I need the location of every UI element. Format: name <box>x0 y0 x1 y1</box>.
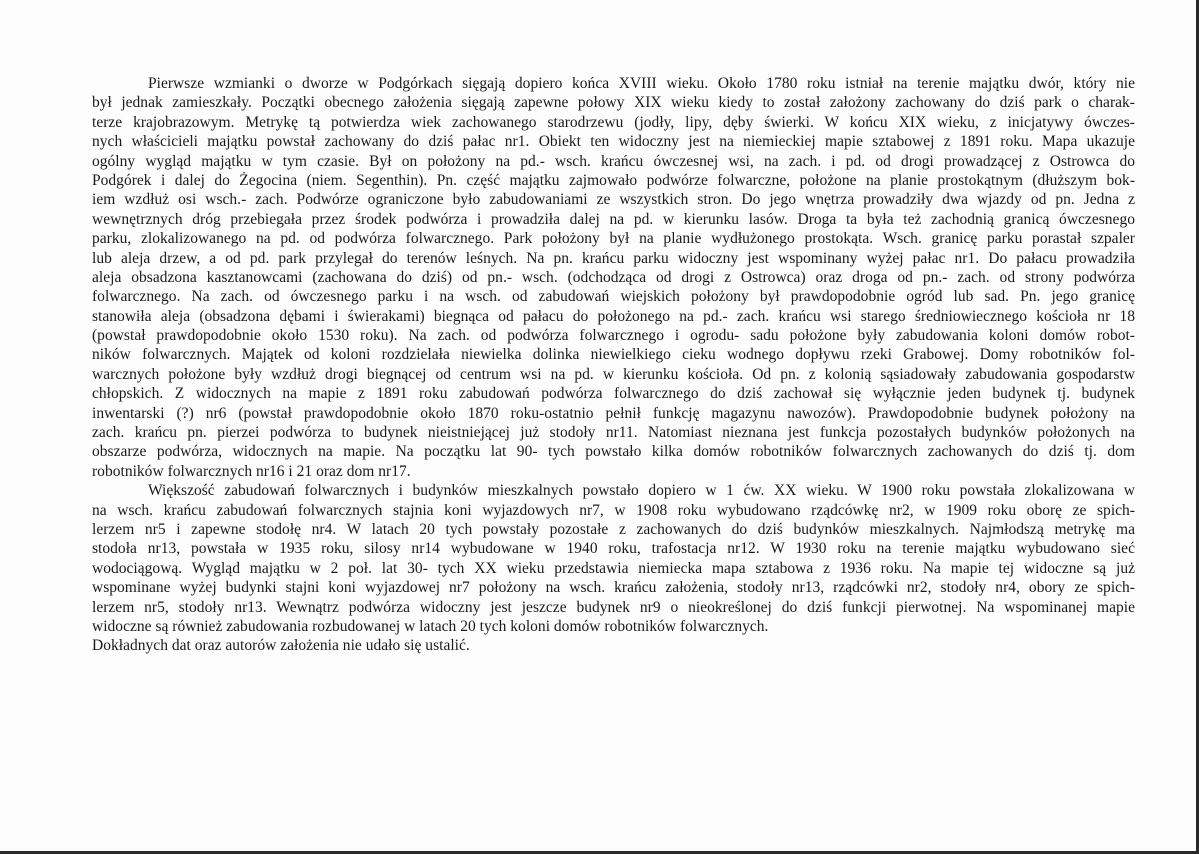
text-line: inwentarski (?) nr6 (powstał prawdopodobnie około 1870 roku-ostatnio pełnił funkcję magazynu nawozów). Prawdopodobnie budynek położony na <box>92 404 1135 422</box>
text-line: Podgórek i dalej do Żegocina (niem. Segenthin). Pn. część majątku zajmowało podwórze folwarczne, położone na planie prostokątnym (dłuższym bok- <box>92 171 1135 189</box>
text-line: obszarze podwórza, widocznych na mapie. Na początku lat 90- tych powstało kilka domów robotników folwarcznych zachowanych do dziś tj. dom <box>92 443 1135 461</box>
text-line: robotników folwarcznych nr16 i 21 oraz dom nr17. <box>92 462 411 480</box>
text-line: na wsch. krańcu zabudowań folwarcznych stajnia koni wyjazdowych nr7, w 1908 roku wybudowano rządcówkę nr2, w 1909 roku oborę ze spich- <box>92 501 1135 519</box>
text-line: wspominane wyżej budynki stajni koni wyjazdowej nr7 położony na wsch. krańcu założenia, stodoły nr13, rządcówki nr2, stodoły nr4, obory ze spich- <box>92 579 1135 597</box>
text-line: warcznych położone były wzdłuż drogi biegnącej od centrum wsi na pd. w kierunku kościoła. Od pn. z kolonią sąsiadowały zabudowania gospodarstw <box>92 365 1135 383</box>
text-line: ogólny wygląd majątku w tym czasie. Był on położony na pd.- wsch. krańcu ówczesnej wsi, na zach. i pd. od drogi prowadzącej z Ostrowca do <box>92 152 1135 170</box>
text-line: lerzem nr5 i zapewne stodołę nr4. W latach 20 tych powstały pozostałe z zachowanych do dziś budynków mieszkalnych. Najmłodszą metrykę ma <box>92 520 1135 538</box>
text-line: wodociągową. Wygląd majątku w 2 poł. lat 30- tych XX wieku przedstawia niemiecka mapa sztabowa z 1936 roku. Na mapie tej widoczne są już <box>92 559 1135 577</box>
text-line: wewnętrznych dróg przebiegała przez środek podwórza i prowadziła dalej na pd. w kierunku lasów. Droga ta była też zachodnią granicą ówczesnego <box>92 210 1135 228</box>
text-line: Pierwsze wzmianki o dworze w Podgórkach sięgają dopiero końca XVIII wieku. Około 1780 roku istniał na terenie majątku dwór, który nie <box>148 75 1135 92</box>
text-line: chłopskich. Z widocznych na mapie z 1891 roku zabudowań podwórza folwarcznego do dziś zachował się wyłącznie jeden budynek tj. budynek <box>92 385 1135 403</box>
text-line: (powstał prawdopodobnie około 1530 roku). Na zach. od podwórza folwarcznego i ogrodu- sadu położone były zabudowania koloni domów robot- <box>92 327 1135 345</box>
text-line: lub aleja drzew, a od pd. park przylegał do terenów leśnych. Na pn. krańcu parku widoczny jest wspominany wyżej pałac nr1. Do pałacu prowadziła <box>92 249 1135 267</box>
text-line: iem wzdłuż osi wsch.- zach. Podwórze ograniczone było zabudowaniami ze wszystkich stron. Do jego wnętrza prowadziły dwa wjazdy od pn. Jedna z <box>92 191 1135 209</box>
text-line: stanowiła aleja (obsadzona dębami i świerakami) biegnąca od pałacu do położonego na pd.- zach. krańcu wsi starego średniowiecznego kościoła nr 18 <box>92 307 1135 325</box>
text-line: folwarcznego. Na zach. od ówczesnego parku i na wsch. od zabudowań wiejskich położony był prawdopodobnie ogród lub sad. Pn. jego granicę <box>92 288 1135 306</box>
text-line: zach. krańcu pn. pierzei podwórza to budynek nieistniejącej już stodoły nr11. Natomiast nieznana jest funkcja pozostałych budynków położonych na <box>92 424 1135 442</box>
document-text <box>92 74 1135 656</box>
text-line: Większość zabudowań folwarcznych i budynków mieszkalnych powstało dopiero w 1 ćw. XX wieku. W 1900 roku powstała zlokalizowana w <box>148 482 1135 500</box>
text-line: ników folwarcznych. Majątek od koloni rozdzielała niewielka dolinka niewielkiego cieku wodnego dopływu rzeki Grabowej. Domy robotników fol- <box>92 346 1135 364</box>
text-line: lerzem nr5, stodoły nr13. Wewnątrz podwórza widoczny jest jeszcze budynek nr9 o nieokreślonej do dziś funkcji pierwotnej. Na wspominanej mapie <box>92 598 1135 616</box>
text-line: był jednak zamieszkały. Początki obecnego założenia sięgają zapewne połowy XIX wieku kiedy to został założony zachowany do dziś park o charak- <box>92 94 1135 112</box>
text-line: nych właścicieli majątku powstał zachowany do dziś pałac nr1. Obiekt ten widoczny jest na niemieckiej mapie sztabowej z 1891 roku. Mapa ukazuje <box>92 133 1135 151</box>
text-line: Dokładnych dat oraz autorów założenia nie udało się ustalić. <box>92 637 470 655</box>
text-line: stodoła nr13, powstała w 1935 roku, silosy nr14 wybudowane w 1940 roku, trafostacja nr12. W 1930 roku na terenie majątku wybudowano sieć <box>92 540 1135 558</box>
text-line: aleja obsadzona kasztanowcami (zachowana do dziś) od pn.- wsch. (odchodząca od drogi z Ostrowca) oraz droga od pn.- zach. od strony podwórza <box>92 268 1135 286</box>
text-line: terze krajobrazowym. Metrykę tą potwierdza wiek zachowanego starodrzewu (jodły, lipy, dęby świerki. W końcu XIX wieku, z inicjatywy ówczes- <box>92 113 1135 131</box>
text-line: parku, zlokalizowanego na pd. od podwórza folwarcznego. Park położony był na planie wydłużonego prostokąta. Wsch. granicę parku porastał szpaler <box>92 230 1135 248</box>
text-line: widoczne są również zabudowania rozbudowanej w latach 20 tych koloni domów robotników folwarcznych. <box>92 617 769 635</box>
